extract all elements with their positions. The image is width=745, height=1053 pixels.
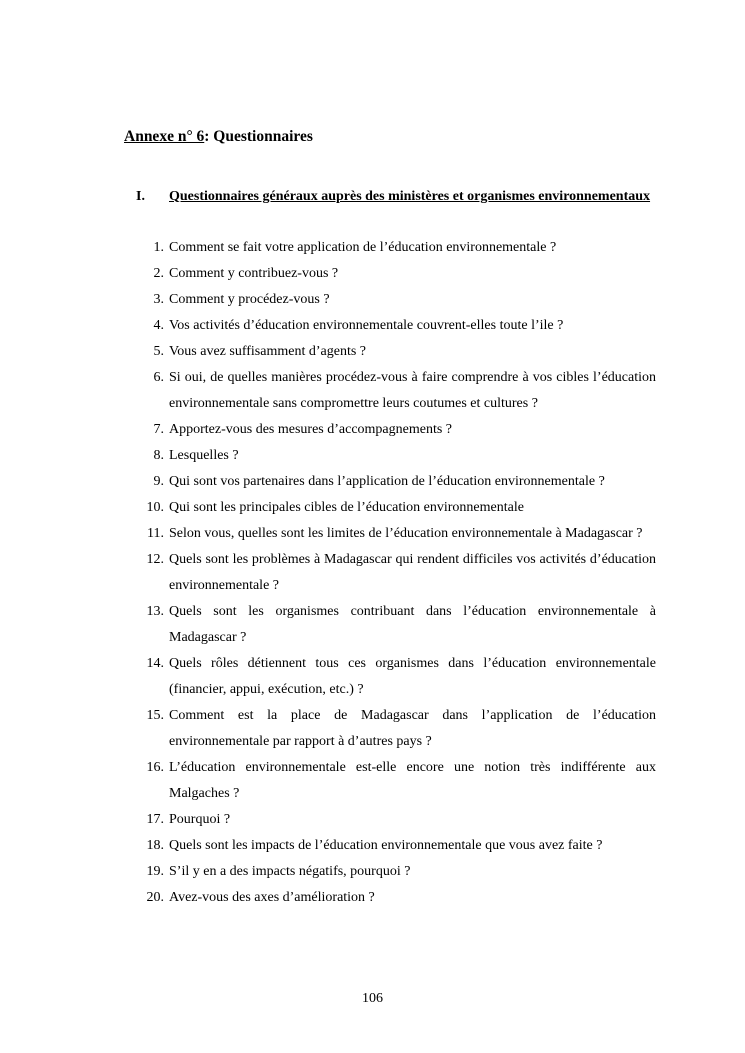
question-item xyxy=(124,521,656,547)
question-text: Vous avez suffisamment d’agents ? xyxy=(169,344,366,359)
question-number: 15. xyxy=(146,708,164,723)
question-item xyxy=(124,807,656,833)
question-number: 16. xyxy=(146,760,164,775)
question-text: Apportez-vous des mesures d’accompagnements ? xyxy=(169,422,453,437)
question-item xyxy=(124,885,656,911)
question-item xyxy=(124,365,656,417)
page-number: 106 xyxy=(362,991,383,1006)
question-item xyxy=(124,339,656,365)
question-number: 5. xyxy=(153,344,164,359)
question-text: Comment se fait votre application de l’éducation environnementale ? xyxy=(169,240,557,255)
question-text: Avez-vous des axes d’amélioration ? xyxy=(169,890,375,905)
annex-label: Annexe n° 6 xyxy=(124,128,205,145)
question-text: S’il y en a des impacts négatifs, pourquoi ? xyxy=(169,864,411,879)
question-number: 8. xyxy=(153,448,164,463)
question-item xyxy=(124,651,656,703)
question-number: 6. xyxy=(153,370,164,385)
question-number: 9. xyxy=(153,474,164,489)
question-text: Qui sont vos partenaires dans l’application de l’éducation environnementale ? xyxy=(169,474,605,489)
question-item xyxy=(124,443,656,469)
question-number: 1. xyxy=(153,240,164,255)
question-item xyxy=(124,703,656,755)
page-title xyxy=(124,126,313,148)
question-list xyxy=(124,235,656,911)
question-number: 19. xyxy=(146,864,164,879)
question-text: Comment y contribuez-vous ? xyxy=(169,266,339,281)
question-number: 10. xyxy=(146,500,164,515)
question-text: Quels sont les problèmes à Madagascar qui rendent difficiles vos activités d’éducation environnementale ? xyxy=(169,552,656,593)
question-item xyxy=(124,287,656,313)
question-item xyxy=(124,755,656,807)
question-number: 17. xyxy=(146,812,164,827)
question-item xyxy=(124,599,656,651)
question-number: 7. xyxy=(153,422,164,437)
question-number: 18. xyxy=(146,838,164,853)
question-number: 11. xyxy=(147,526,164,541)
question-text: Quels sont les impacts de l’éducation environnementale que vous avez faite ? xyxy=(169,838,603,853)
question-text: Quels rôles détiennent tous ces organismes dans l’éducation environnementale (financier, appui, exécution, etc.) ? xyxy=(169,656,656,697)
question-item xyxy=(124,261,656,287)
question-item xyxy=(124,495,656,521)
question-text: Qui sont les principales cibles de l’éducation environnementale xyxy=(169,500,524,515)
question-item xyxy=(124,833,656,859)
question-text: Vos activités d’éducation environnementale couvrent-elles toute l’ile ? xyxy=(169,318,564,333)
section-title: Questionnaires généraux auprès des ministères et organismes environnementaux xyxy=(169,189,651,204)
question-text: L’éducation environnementale est-elle encore une notion très indifférente aux Malgaches ? xyxy=(169,760,656,801)
question-item xyxy=(124,313,656,339)
question-item xyxy=(124,235,656,261)
question-item xyxy=(124,469,656,495)
question-number: 2. xyxy=(153,266,164,281)
question-text: Quels sont les organismes contribuant dans l’éducation environnementale à Madagascar ? xyxy=(169,604,656,645)
section-heading xyxy=(124,184,656,210)
section-number: I. xyxy=(136,189,145,204)
annex-title: : Questionnaires xyxy=(204,128,313,145)
question-text: Lesquelles ? xyxy=(169,448,239,463)
question-number: 12. xyxy=(146,552,164,567)
question-number: 4. xyxy=(153,318,164,333)
question-number: 20. xyxy=(146,890,164,905)
question-number: 13. xyxy=(146,604,164,619)
question-item xyxy=(124,417,656,443)
question-item xyxy=(124,547,656,599)
question-text: Si oui, de quelles manières procédez-vous à faire comprendre à vos cibles l’éducation environnementale sans compromettre leurs coutumes et cultures ? xyxy=(169,370,656,411)
question-number: 3. xyxy=(153,292,164,307)
question-item xyxy=(124,859,656,885)
question-text: Pourquoi ? xyxy=(169,812,231,827)
question-number: 14. xyxy=(146,656,164,671)
question-text: Comment y procédez-vous ? xyxy=(169,292,330,307)
question-text: Selon vous, quelles sont les limites de l’éducation environnementale à Madagascar ? xyxy=(169,526,643,541)
question-text: Comment est la place de Madagascar dans l’application de l’éducation environnementale par rapport à d’autres pays ? xyxy=(169,708,656,749)
